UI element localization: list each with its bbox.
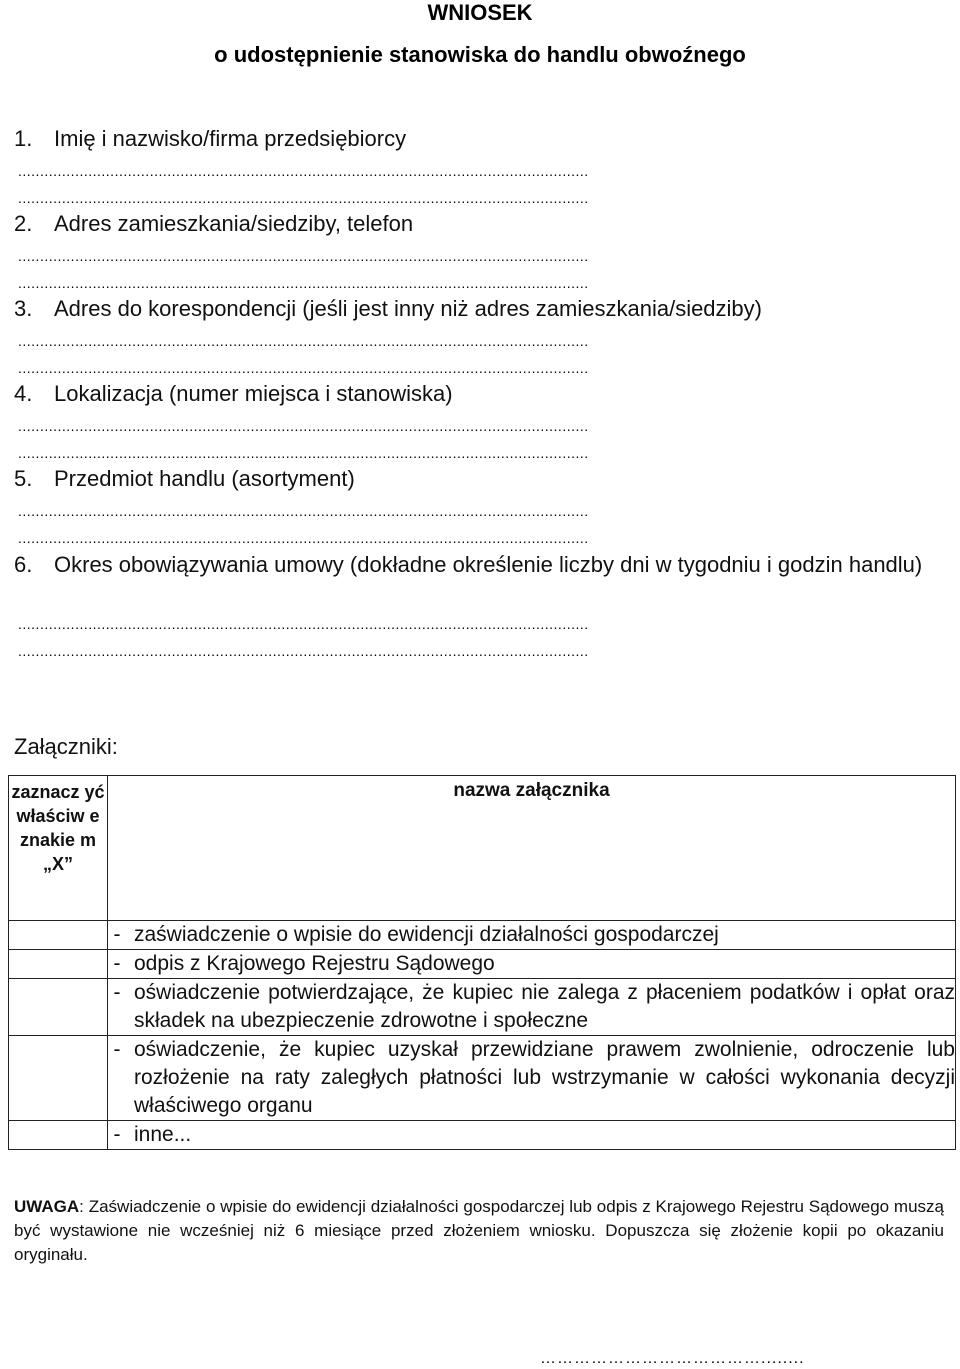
note-text: : Zaświadczenie o wpisie do ewidencji działalności gospodarczej lub odpis z Krajowego Rejestru Sądowego muszą być wystawione nie wcześniej niż 6 miesiące przed złożeniem wniosku. Dopuszcza się złożenie kopii po okazaniu oryginału.	[14, 1197, 944, 1264]
field-5-input-line-1[interactable]: ..................................................................................................................................	[18, 504, 589, 518]
attachment-row	[9, 979, 956, 1036]
field-1-input-line-1[interactable]: ..................................................................................................................................	[18, 164, 589, 178]
attachment-row	[9, 1036, 956, 1121]
column-name-header: nazwa załącznika	[453, 780, 610, 801]
attachments-title: Załączniki:	[14, 734, 118, 759]
signature-line[interactable]: …………………………………........	[540, 1350, 805, 1367]
field-5-label: 5. Przedmiot handlu (asortyment)	[14, 466, 355, 491]
field-4-input-line-1[interactable]: ..................................................................................................................................	[18, 419, 589, 433]
field-2-label: 2. Adres zamieszkania/siedziby, telefon	[14, 211, 414, 236]
attachment-checkbox-4[interactable]	[9, 1036, 108, 1121]
field-1-label: 1. Imię i nazwisko/firma przedsiębiorcy	[14, 126, 407, 151]
field-3-input-line-2[interactable]: ..................................................................................................................................	[18, 361, 589, 375]
attachments-table	[8, 775, 956, 1150]
field-6-input-line-1[interactable]: ..................................................................................................................................	[18, 617, 589, 631]
attachment-label: oświadczenie potwierdzające, że kupiec nie zalega z płaceniem podatków i opłat oraz składek na ubezpieczenie zdrowotne i społeczne	[134, 981, 955, 1032]
bullet-dash: -	[113, 1123, 121, 1146]
field-2-input-line-1[interactable]: ..................................................................................................................................	[18, 249, 589, 263]
attachment-label: odpis z Krajowego Rejestru Sądowego	[134, 952, 495, 975]
page-subtitle: o udostępnienie stanowiska do handlu obwoźnego	[214, 42, 746, 67]
page-title: WNIOSEK	[427, 0, 533, 25]
attachment-label: inne...	[134, 1123, 192, 1146]
attachment-label: oświadczenie, że kupiec uzyskał przewidziane prawem zwolnienie, odroczenie lub rozłożenie na raty zaległych płatności lub wstrzymanie w całości wykonania decyzji właściwego organu	[134, 1038, 955, 1117]
column-mark-header: zaznacz yć właściw e znakie m „X”	[11, 782, 105, 874]
attachment-checkbox-5[interactable]	[9, 1121, 108, 1150]
field-4-label: 4. Lokalizacja (numer miejsca i stanowiska)	[14, 381, 453, 406]
field-6-input-line-2[interactable]: ..................................................................................................................................	[18, 644, 589, 658]
attachment-label: zaświadczenie o wpisie do ewidencji działalności gospodarczej	[134, 923, 719, 946]
bullet-dash: -	[113, 952, 121, 975]
note-label: UWAGA	[14, 1197, 80, 1216]
field-2-input-line-2[interactable]: ..................................................................................................................................	[18, 276, 589, 290]
attachment-row	[9, 950, 956, 979]
note-paragraph	[14, 1195, 944, 1267]
attachment-checkbox-3[interactable]	[9, 979, 108, 1036]
attachment-row	[9, 1121, 956, 1150]
bullet-dash: -	[113, 1038, 121, 1061]
bullet-dash: -	[113, 981, 121, 1004]
bullet-dash: -	[113, 923, 121, 946]
attachment-row	[9, 921, 956, 950]
field-4-input-line-2[interactable]: ..................................................................................................................................	[18, 446, 589, 460]
field-6-label: 6. Okres obowiązywania umowy (dokładne określenie liczby dni w tygodniu i godzin handlu)	[14, 552, 923, 577]
field-5-input-line-2[interactable]: ..................................................................................................................................	[18, 531, 589, 545]
field-1-input-line-2[interactable]: ..................................................................................................................................	[18, 191, 589, 205]
field-3-input-line-1[interactable]: ..................................................................................................................................	[18, 334, 589, 348]
attachments-header-row	[9, 776, 956, 921]
attachment-checkbox-1[interactable]	[9, 921, 108, 950]
field-3-label: 3. Adres do korespondencji (jeśli jest inny niż adres zamieszkania/siedziby)	[14, 296, 762, 321]
attachment-checkbox-2[interactable]	[9, 950, 108, 979]
